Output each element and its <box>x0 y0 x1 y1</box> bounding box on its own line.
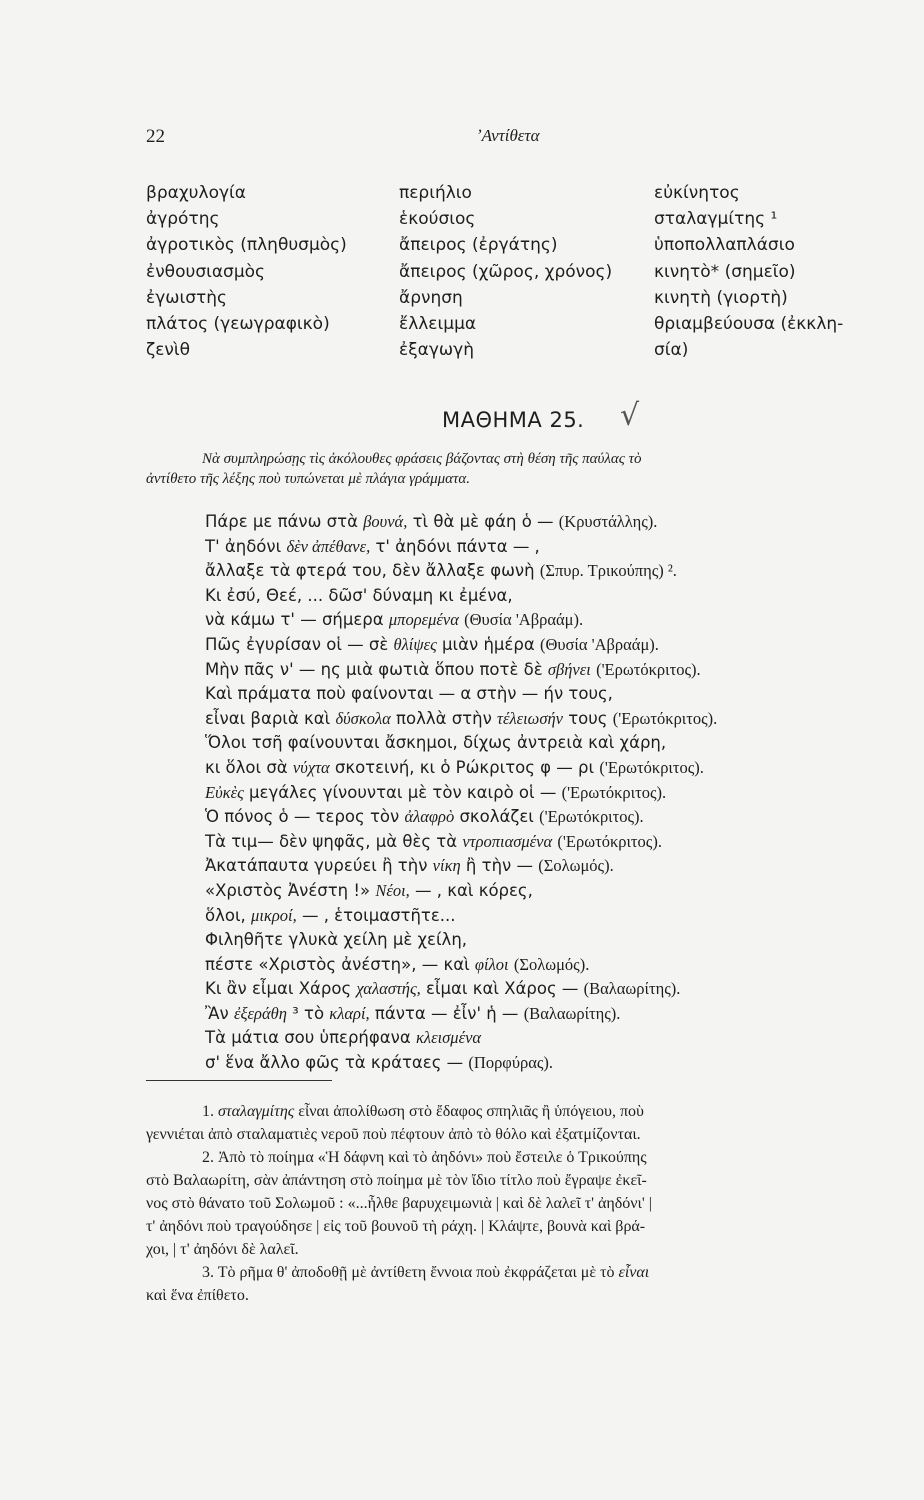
vocab-word: κινητὴ (γιορτὴ) <box>654 287 788 308</box>
footnote-line <box>146 1284 904 1307</box>
vocab-word: ζενὶθ <box>146 340 191 361</box>
italic-word: βουνά, <box>363 512 408 531</box>
footnotes <box>146 1100 904 1307</box>
exercise-line <box>205 977 895 1002</box>
exercise-line <box>205 584 895 609</box>
italic-word: νίκη <box>432 856 461 876</box>
exercise-sentences <box>205 510 895 1076</box>
italic-word: ντροπιασμένα <box>462 831 553 851</box>
vocab-word: σία) <box>654 340 689 361</box>
line-text: νὰ κάμω τ' — σήμερα <box>205 610 389 630</box>
line-text: ³ τὸ <box>286 1003 330 1023</box>
exercise-line <box>205 707 895 732</box>
italic-word: ἐξεράθη <box>233 1003 287 1023</box>
vocab-word: ἀγροτικὸς (πληθυσμὸς) <box>146 235 347 256</box>
line-text: Κι ἐσύ, Θεέ, ... δῶσ' δύναμη κι ἐμένα, <box>205 585 513 605</box>
line-text: τ' ἀηδόνι πάντα — , <box>370 536 540 556</box>
exercise-line <box>205 1002 895 1027</box>
footnote-line <box>146 1169 904 1192</box>
vocab-word: ἐξαγωγὴ <box>399 340 475 361</box>
vocab-word: σταλαγμίτης ¹ <box>654 209 778 230</box>
source-citation: ('Ερωτόκριτος). <box>612 708 718 728</box>
vocab-word: ἐγωιστὴς <box>146 287 227 308</box>
vocab-word: θριαμβεύουσα (ἐκκλη- <box>654 314 844 335</box>
vocab-word: ἄρνηση <box>399 287 463 308</box>
exercise-line <box>205 633 895 658</box>
footnote-line <box>146 1238 904 1261</box>
footnote-text: νος στὸ θάνατο τοῦ Σολωμοῦ : «...ἦλθε βαρυχειμωνιὰ | καὶ δὲ λαλεῖ τ' ἀηδόνι' | <box>146 1195 652 1212</box>
line-text: Ἀκατάπαυτα γυρεύει ἢ τὴν <box>205 856 433 876</box>
line-text: μιὰν ἡμέρα <box>436 634 540 654</box>
footnote-line <box>146 1215 904 1238</box>
exercise-line <box>205 1051 895 1076</box>
italic-word: σβήνει <box>547 659 591 679</box>
italic-word: χαλαστής, <box>356 979 421 999</box>
line-text: Ὅλοι τσῆ φαίνουνται ἄσκημοι, δίχως ἀντρειὰ καὶ χάρη, <box>205 733 667 753</box>
vocabulary-column-1 <box>146 180 347 363</box>
line-text: Ὁ πόνος ὁ — τερος τὸν <box>205 807 405 827</box>
footnote-line <box>146 1261 904 1284</box>
exercise-line <box>205 510 895 535</box>
line-text: — , ἑτοιμαστῆτε... <box>296 905 456 925</box>
line-text: εἶμαι καὶ Χάρος — <box>420 979 584 999</box>
footnote-line <box>146 1192 904 1215</box>
source-citation: (Θυσία 'Αβραάμ). <box>539 634 659 654</box>
footnote-divider <box>146 1080 332 1081</box>
vocab-word: ἀγρότης <box>146 209 220 230</box>
italic-word: ἀλαφρὸ <box>404 807 455 827</box>
line-text: σκολάζει <box>454 807 540 827</box>
italic-word: δὲν ἀπέθανε, <box>286 536 371 556</box>
vocabulary-column-2 <box>399 180 612 363</box>
exercise-line <box>205 904 895 929</box>
line-text: ἢ τὴν — <box>460 856 539 876</box>
exercise-line <box>205 781 895 806</box>
footnote-text: Τὸ ρῆμα θ' ἀποδοθῇ μὲ ἀντίθετη ἔννοια ποὺ ἐκφράζεται μὲ τὸ <box>217 1264 619 1281</box>
footnote-text: τ' ἀηδόνι ποὺ τραγούδησε | εἰς τοῦ βουνοῦ τὴ ράχη. | Κλάψτε, βουνὰ καὶ βρά- <box>146 1218 646 1235</box>
vocab-word: ἄπειρος (χῶρος, χρόνος) <box>399 261 613 282</box>
italic-word: δύσκολα <box>335 708 391 728</box>
vocab-word: ἄπειρος (ἐργάτης) <box>399 235 558 256</box>
vocab-word: κινητὸ* (σημεῖο) <box>654 261 796 282</box>
vocab-word: περιήλιο <box>399 183 472 203</box>
line-text: ἄλλαξε τὰ φτερά του, δὲν ἄλλαξε φωνὴ <box>205 561 540 581</box>
italic-word: εἶναι <box>618 1264 650 1281</box>
footnote-text: στὸ Βαλαωρίτη, σὰν ἀπάντηση στὸ ποίημα μὲ τὸν ἴδιο τίτλο ποὺ ἔγραψε ἐκεῖ- <box>146 1172 647 1189</box>
exercise-line <box>205 854 895 879</box>
line-text: πάντα — ἐἶν' ἡ — <box>369 1003 524 1023</box>
exercise-line <box>205 1026 895 1051</box>
vocab-word: ἔλλειμμα <box>399 314 477 335</box>
footnote-line <box>146 1123 904 1146</box>
line-text: μεγάλες γίνουνται μὲ τὸν καιρὸ οἱ — <box>243 782 562 802</box>
running-title: ʼΑντίθετα <box>476 126 540 145</box>
line-text: Ἂν <box>205 1003 234 1023</box>
exercise-line <box>205 658 895 683</box>
italic-word: τέλειωσήν <box>497 708 563 728</box>
line-text: Καὶ πράματα ποὺ φαίνονται — α στὴν — ήν τους, <box>205 684 613 704</box>
vocab-word: ἑκούσιος <box>399 209 476 230</box>
italic-word: μικροί, <box>251 905 297 925</box>
page-header <box>146 126 786 150</box>
lesson-title: ΜΑΘΗΜΑ 25. <box>442 408 585 432</box>
italic-word: Εὐκὲς <box>205 782 244 802</box>
line-text: Πῶς ἐγυρίσαν οἱ — σὲ <box>205 634 394 654</box>
exercise-line <box>205 879 895 904</box>
instruction-line: Νὰ συμπληρώσῃς τὶς ἀκόλουθες φράσεις βάζοντας στὴ θέση τῆς παύλας τὸ <box>202 451 642 467</box>
line-text: Μὴν πᾶς ν' — ης μιὰ φωτιὰ ὅπου ποτὲ δὲ <box>205 659 548 679</box>
source-citation: (Σολωμός). <box>538 856 614 876</box>
line-text: Τ' ἀηδόνι <box>205 536 287 556</box>
source-citation: ('Ερωτόκριτος). <box>561 782 667 802</box>
footnote-number: 3. <box>202 1264 218 1281</box>
line-text: Πάρε με πάνω στὰ <box>205 512 364 531</box>
page-number: 22 <box>146 126 165 147</box>
source-citation: (Σολωμός). <box>513 954 590 974</box>
exercise-line <box>205 731 895 756</box>
source-citation: (Κρυστάλλης). <box>558 512 658 531</box>
italic-word: φίλοι <box>474 954 509 974</box>
vocabulary-column-3 <box>654 180 843 363</box>
exercise-line <box>205 928 895 953</box>
footnote-text: εἶναι ἀπολίθωση στὸ ἔδαφος σπηλιᾶς ἢ ὑπόγειου, ποὺ <box>294 1103 644 1120</box>
exercise-instruction <box>146 449 906 489</box>
handwritten-check-mark: √ <box>620 398 640 433</box>
footnote-text: Ἀπὸ τὸ ποίημα «Ἡ δάφνη καὶ τὸ ἀηδόνι» ποὺ ἔστειλε ὁ Τρικούπης <box>218 1149 647 1166</box>
italic-word: νύχτα <box>292 757 330 777</box>
source-citation: ('Ερωτόκριτος). <box>599 757 704 777</box>
line-text: τὶ θὰ μὲ φάη ὁ — <box>407 512 559 531</box>
line-text: πέστε «Χριστὸς ἀνέστη», — καὶ <box>205 954 475 974</box>
vocab-word: πλάτος (γεωγραφικὸ) <box>146 314 330 335</box>
line-text: κι ὅλοι σὰ <box>205 757 293 777</box>
line-text: Τὰ τιμ— δὲν ψηφᾶς, μὰ θὲς τὰ <box>205 831 463 851</box>
italic-word: κλαρί, <box>329 1003 370 1023</box>
exercise-line <box>205 682 895 707</box>
instruction-line: ἀντίθετο τῆς λέξης ποὺ τυπώνεται μὲ πλάγια γράμματα. <box>146 471 471 487</box>
footnote-line <box>146 1100 904 1123</box>
source-citation: ('Ερωτόκριτος). <box>596 659 701 679</box>
footnote-text: χοι, | τ' ἀηδόνι δὲ λαλεῖ. <box>146 1241 299 1258</box>
source-citation: (Βαλαωρίτης). <box>523 1003 621 1023</box>
line-text: εἶναι βαριὰ καὶ <box>205 708 336 728</box>
vocab-word: ὑποπολλαπλάσιο <box>654 235 795 256</box>
exercise-line <box>205 805 895 830</box>
italic-word: μπορεμένα <box>388 610 459 630</box>
exercise-line <box>205 953 895 978</box>
line-text: — , καὶ κόρες, <box>409 880 533 900</box>
exercise-line <box>205 559 895 584</box>
vocab-word: βραχυλογία <box>146 183 246 203</box>
italic-word: κλεισμένα <box>416 1028 482 1048</box>
source-citation: (Βαλαωρίτης). <box>583 979 681 999</box>
exercise-line <box>205 756 895 781</box>
source-citation: (Θυσία 'Αβραάμ). <box>464 610 584 630</box>
exercise-line <box>205 608 895 633</box>
footnote-number: 2. <box>202 1149 218 1166</box>
line-text: σκοτεινή, κι ὁ Ρώκριτος φ — ρι <box>329 757 600 777</box>
line-text: τους <box>562 708 613 728</box>
footnote-text: καὶ ἕνα ἐπίθετο. <box>146 1287 249 1304</box>
italic-word: σταλαγμίτης <box>218 1103 295 1120</box>
line-text: Τὰ μάτια σου ὑπερήφανα <box>205 1028 416 1048</box>
line-text: πολλὰ στὴν <box>390 708 498 728</box>
footnote-text: γεννιέται ἀπὸ σταλαματιὲς νεροῦ ποὺ πέφτουν ἀπὸ τὸ θόλο καὶ ἐξατμίζονται. <box>146 1126 641 1143</box>
source-citation: (Σπυρ. Τρικούπης) ². <box>539 561 677 581</box>
exercise-line <box>205 830 895 855</box>
footnote-number: 1. <box>202 1103 218 1120</box>
source-citation: ('Ερωτόκριτος). <box>557 831 662 851</box>
line-text: Φιληθῆτε γλυκὰ χείλη μὲ χείλη, <box>205 930 468 950</box>
exercise-line <box>205 535 895 560</box>
line-text: Κι ἂν εἶμαι Χάρος <box>205 979 357 999</box>
line-text: ὅλοι, <box>205 905 252 925</box>
italic-word: θλίψες <box>393 634 437 654</box>
source-citation: (Πορφύρας). <box>468 1053 554 1073</box>
line-text: σ' ἕνα ἄλλο φῶς τὰ κράταες — <box>205 1053 469 1073</box>
source-citation: ('Ερωτόκριτος). <box>539 807 644 827</box>
line-text: «Χριστὸς Ἀνέστη !» <box>205 880 376 900</box>
vocab-word: εὐκίνητος <box>654 183 740 203</box>
footnote-line <box>146 1146 904 1169</box>
italic-word: Νέοι, <box>375 880 410 900</box>
vocab-word: ἐνθουσιασμὸς <box>146 261 266 282</box>
